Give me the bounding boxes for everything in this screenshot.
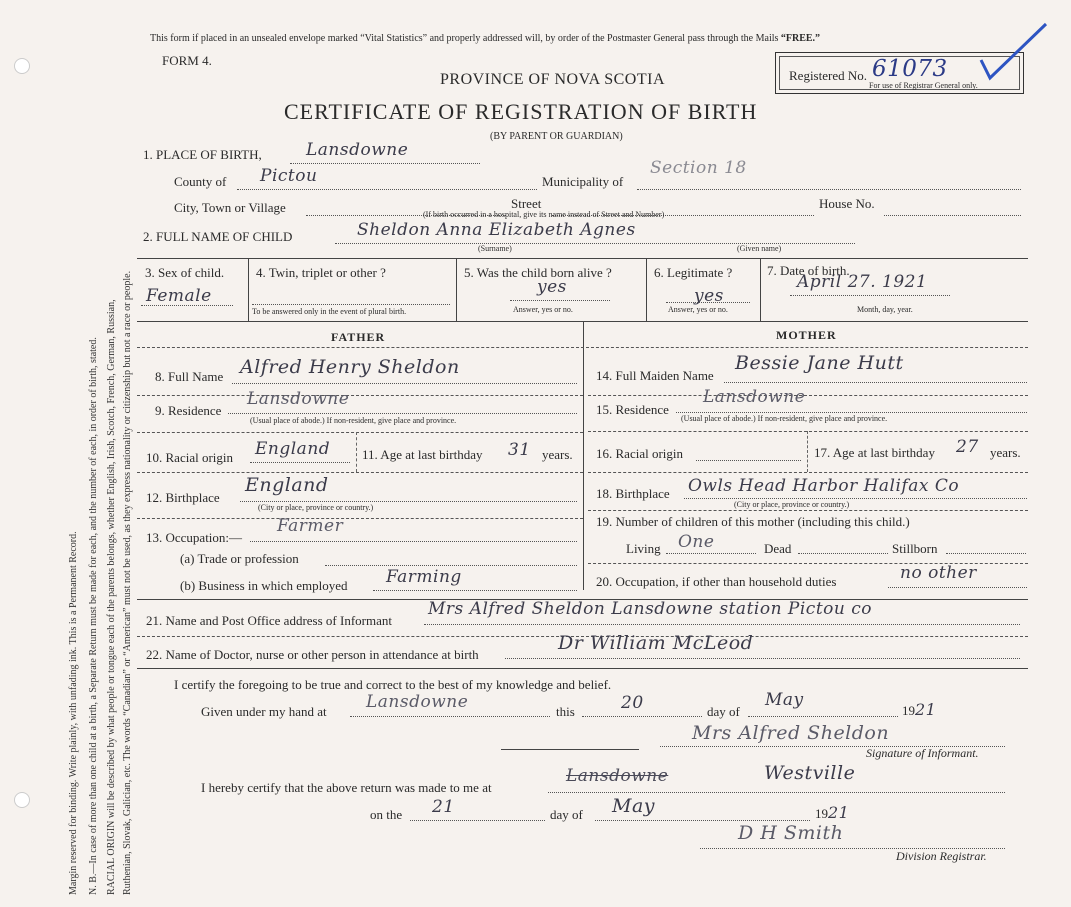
postal-note	[150, 33, 820, 44]
mother-residence-label: 15. Residence	[596, 402, 669, 417]
children-count-label: 19. Number of children of this mother (including this child.)	[596, 514, 910, 529]
sex-label: 3. Sex of child.	[145, 265, 225, 280]
day-of-label: day of	[707, 704, 740, 719]
registrar-year-value: 21	[828, 803, 850, 822]
municipality-label: Municipality of	[542, 174, 624, 189]
sex-value: Female	[146, 286, 212, 306]
father-residence-label: 9. Residence	[155, 403, 222, 418]
place-of-birth-value: Lansdowne	[306, 140, 409, 160]
registered-value: 61073	[872, 56, 948, 82]
place-of-birth-label: 1. PLACE OF BIRTH,	[143, 147, 262, 162]
date-of-birth-note: Month, day, year.	[857, 305, 913, 314]
margin-note-3: RACIAL ORIGIN will be described by what people or tongue each of the parents belongs, whether English, Irish, Scotch, French, German, Russian,	[106, 299, 117, 895]
registrar-day-of-label: day of	[550, 807, 583, 822]
page-subtitle: (BY PARENT OR GUARDIAN)	[490, 131, 623, 142]
province-heading: PROVINCE OF NOVA SCOTIA	[440, 71, 666, 88]
year-prefix	[902, 700, 936, 719]
date-of-birth-value: April 27. 1921	[797, 272, 928, 292]
father-age-years: years.	[542, 447, 573, 462]
living-value: One	[678, 532, 715, 552]
registrar-year-prefix: 19	[815, 806, 828, 821]
father-name-value: Alfred Henry Sheldon	[240, 356, 460, 378]
legitimate-label: 6. Legitimate ?	[654, 265, 733, 280]
legitimate-note: Answer, yes or no.	[668, 305, 728, 314]
given-place-value: Lansdowne	[366, 692, 469, 712]
dead-label: Dead	[764, 541, 792, 556]
registrar-certify-statement: I hereby certify that the above return was made to me at	[201, 780, 492, 795]
stillborn-label: Stillborn	[892, 541, 938, 556]
given-under-hand-label: Given under my hand at	[201, 704, 327, 719]
registrar-year	[815, 803, 849, 822]
margin-note-1: Margin reserved for binding. Write plainly, with unfading ink. This is a Permanent Record.	[68, 531, 79, 895]
mother-residence-note: (Usual place of abode.) If non-resident, give place and province.	[681, 414, 888, 423]
page-title: CERTIFICATE OF REGISTRATION OF BIRTH	[284, 99, 758, 124]
legitimate-value: yes	[694, 286, 724, 306]
margin-note-4: Ruthenian, Slovak, Galician, etc. The words “Canadian” or “American” must not be used, as they express nationality or citizenship but not a race or people.	[122, 270, 133, 895]
doctor-label: 22. Name of Doctor, nurse or other person in attendance at birth	[146, 647, 479, 662]
year-value: 21	[915, 700, 937, 719]
county-label: County of	[174, 174, 227, 189]
father-birthplace-label: 12. Birthplace	[146, 490, 220, 505]
doctor-value: Dr William McLeod	[558, 632, 754, 654]
checkmark-icon	[978, 20, 1050, 82]
born-alive-value: yes	[537, 277, 567, 297]
registrar-month-value: May	[612, 795, 656, 817]
registrar-place-value: Westville	[764, 762, 856, 784]
county-value: Pictou	[260, 166, 318, 186]
born-alive-label: 5. Was the child born alive ?	[464, 265, 612, 280]
living-label: Living	[626, 541, 661, 556]
informant-label: 21. Name and Post Office address of Informant	[146, 613, 392, 628]
registrar-note: For use of Registrar General only.	[869, 81, 978, 90]
mother-age-value: 27	[956, 437, 979, 457]
mother-birthplace-value: Owls Head Harbor Halifax Co	[688, 476, 960, 496]
postal-note-text: This form if placed in an unsealed envelope marked “Vital Statistics” and properly addressed will, by order of the Postmaster General pass through the Mails	[150, 33, 779, 44]
hospital-note: (If birth occurred in a hospital, give its name instead of Street and Number)	[423, 210, 665, 219]
mother-residence-value: Lansdowne	[703, 387, 806, 407]
informant-value: Mrs Alfred Sheldon Lansdowne station Pictou co	[428, 599, 872, 619]
this-label: this	[556, 704, 575, 719]
house-no-label: House No.	[819, 196, 875, 211]
certify-statement: I certify the foregoing to be true and correct to the best of my knowledge and belief.	[174, 677, 612, 692]
informant-signature: Mrs Alfred Sheldon	[692, 722, 890, 744]
mother-racial-label: 16. Racial origin	[596, 446, 684, 461]
mother-name-value: Bessie Jane Hutt	[735, 352, 904, 374]
child-name-value: Sheldon Anna Elizabeth Agnes	[357, 220, 636, 240]
father-heading: FATHER	[331, 330, 386, 344]
born-alive-note: Answer, yes or no.	[513, 305, 573, 314]
father-birthplace-note: (City or place, province or country.)	[258, 503, 374, 512]
postal-free: “FREE.”	[780, 33, 821, 44]
surname-label: (Surname)	[478, 244, 512, 253]
registrar-day-value: 21	[432, 797, 455, 817]
street-label: Street	[511, 196, 542, 211]
father-residence-value: Lansdowne	[247, 389, 350, 409]
father-occupation-label: 13. Occupation:—	[146, 530, 243, 545]
father-name-label: 8. Full Name	[155, 369, 224, 384]
mother-occupation-value: no other	[900, 563, 977, 583]
father-age-label: 11. Age at last birthday	[362, 447, 483, 462]
father-residence-note: (Usual place of abode.) If non-resident, give place and province.	[250, 416, 457, 425]
binding-hole-top	[14, 58, 30, 74]
informant-signature-label: Signature of Informant.	[866, 746, 979, 760]
mother-birthplace-note: (City or place, province or country.)	[734, 500, 850, 509]
father-racial-label: 10. Racial origin	[146, 450, 234, 465]
twin-note: To be answered only in the event of plural birth.	[252, 307, 407, 316]
mother-age-years: years.	[990, 445, 1021, 460]
on-the-label: on the	[370, 807, 403, 822]
registrar-signature: D H Smith	[738, 822, 844, 844]
margin-note-2: N. B.—In case of more than one child at a birth, a Separate Return must be made for each, and the number of each, in order of birth, stated.	[88, 337, 99, 895]
child-name-label: 2. FULL NAME OF CHILD	[143, 229, 293, 244]
mother-name-label: 14. Full Maiden Name	[596, 368, 714, 383]
municipality-value: Section 18	[650, 158, 747, 178]
given-name-label: (Given name)	[737, 244, 782, 253]
father-birthplace-value: England	[245, 474, 329, 496]
twin-label: 4. Twin, triplet or other ?	[256, 265, 386, 280]
registrar-place-struck: Lansdowne	[566, 766, 669, 786]
father-occupation-value: Farmer	[277, 516, 344, 536]
this-day-value: 20	[621, 693, 644, 713]
business-label: (b) Business in which employed	[180, 578, 348, 593]
city-label: City, Town or Village	[174, 200, 286, 215]
father-age-value: 31	[508, 440, 531, 460]
trade-label: (a) Trade or profession	[180, 551, 299, 566]
binding-hole-bottom	[14, 792, 30, 808]
year-prefix-text: 19	[902, 703, 915, 718]
month-value: May	[765, 690, 804, 710]
registered-label: Registered No.	[789, 68, 867, 83]
mother-occupation-label: 20. Occupation, if other than household duties	[596, 574, 837, 589]
registrar-signature-label: Division Registrar.	[896, 849, 987, 863]
form-number: FORM 4.	[162, 53, 212, 68]
date-of-birth-label: 7. Date of birth.	[767, 263, 850, 278]
mother-heading: MOTHER	[776, 328, 837, 342]
mother-age-label: 17. Age at last birthday	[814, 445, 935, 460]
father-racial-value: England	[255, 439, 331, 459]
business-value: Farming	[386, 567, 462, 587]
mother-birthplace-label: 18. Birthplace	[596, 486, 670, 501]
